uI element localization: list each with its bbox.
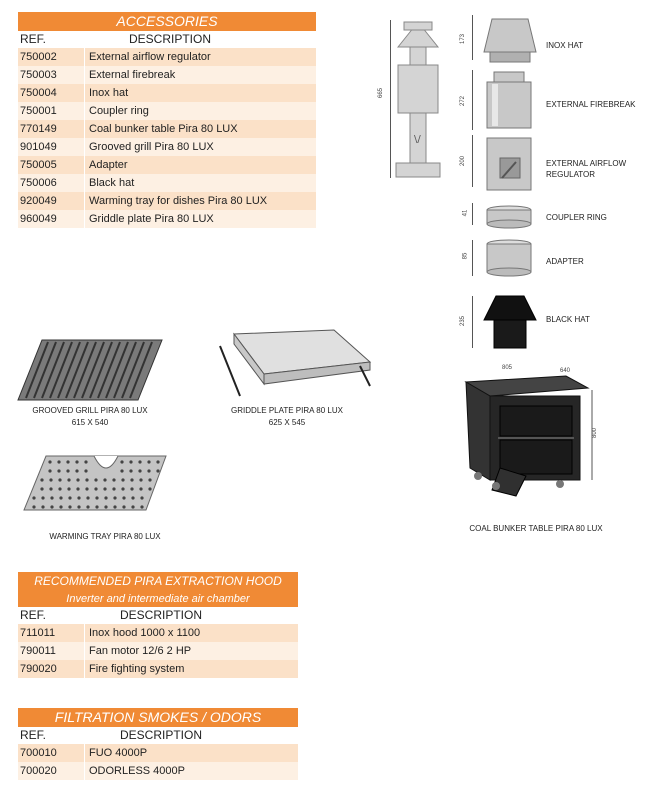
- tray-perforation: [138, 460, 141, 463]
- dim-line-airflow: [472, 135, 473, 187]
- tray-perforation: [148, 487, 151, 490]
- ref-header: REF.: [20, 32, 47, 46]
- total-dimension-line: [390, 20, 391, 178]
- tray-perforation: [147, 469, 150, 472]
- tray-perforation: [112, 478, 115, 481]
- accessory-description: Black hat: [89, 177, 135, 189]
- tray-perforation: [86, 505, 89, 508]
- griddle-plate-size: 625 X 545: [268, 418, 306, 427]
- tray-perforation: [104, 505, 107, 508]
- hood-row: [18, 660, 298, 678]
- tray-perforation: [139, 478, 142, 481]
- griddle-plate-image: [214, 326, 374, 402]
- tray-perforation: [139, 487, 142, 490]
- tray-perforation: [140, 496, 143, 499]
- tray-perforation: [140, 505, 143, 508]
- accessory-row: [18, 66, 316, 84]
- bunker-width-dim: 805: [502, 365, 513, 371]
- dim-line-adapter: [472, 240, 473, 276]
- coal-bunker-table-image: [456, 372, 599, 500]
- filtration-header: [18, 727, 298, 744]
- tray-perforation: [66, 469, 69, 472]
- tray-perforation: [59, 496, 62, 499]
- tray-perforation: [85, 478, 88, 481]
- hood-title: RECOMMENDED PIRA EXTRACTION HOOD: [18, 572, 298, 591]
- tray-perforation: [68, 505, 71, 508]
- black-hat-image: [482, 292, 538, 352]
- tray-perforation: [40, 478, 43, 481]
- tray-perforation: [50, 496, 53, 499]
- accessory-row: [18, 210, 316, 228]
- dim-line-firebreak: [472, 70, 473, 130]
- tray-perforation: [67, 478, 70, 481]
- hood-ref: 790011: [18, 642, 85, 660]
- accessory-ref: 960049: [18, 210, 85, 228]
- accessory-ref: 750004: [18, 84, 85, 102]
- svg-text:\/: \/: [414, 134, 421, 145]
- tray-perforation: [129, 460, 132, 463]
- tray-perforation: [77, 505, 80, 508]
- dim-line-coupler: [472, 203, 473, 225]
- tray-perforation: [138, 469, 141, 472]
- black-hat-label: BLACK HAT: [546, 315, 590, 324]
- accessory-ref: 920049: [18, 192, 85, 210]
- tray-perforation: [130, 487, 133, 490]
- hood-subtitle: Inverter and intermediate air chamber: [18, 591, 298, 607]
- accessory-row: [18, 192, 316, 210]
- tray-perforation: [130, 478, 133, 481]
- dim-coupler: 41: [462, 209, 469, 217]
- hood-ref: 790020: [18, 660, 85, 678]
- accessory-description: Griddle plate Pira 80 LUX: [89, 213, 214, 225]
- tray-perforation: [113, 496, 116, 499]
- tray-perforation: [48, 460, 51, 463]
- tray-perforation: [95, 505, 98, 508]
- tray-perforation: [57, 460, 60, 463]
- hood-row: [18, 624, 298, 642]
- tray-perforation: [122, 496, 125, 499]
- warming-tray-caption: WARMING TRAY PIRA 80 LUX: [49, 532, 161, 541]
- tray-perforation: [86, 496, 89, 499]
- hood-header: [18, 607, 298, 624]
- tray-perforation: [95, 496, 98, 499]
- airflow-regulator-label-text: EXTERNAL AIRFLOW REGULATOR: [546, 159, 627, 179]
- accessory-description: Coupler ring: [89, 105, 149, 117]
- tray-perforation: [156, 469, 159, 472]
- hood-description: Inox hood 1000 x 1100: [89, 627, 201, 639]
- tray-perforation: [112, 487, 115, 490]
- hood-description-header: DESCRIPTION: [119, 608, 202, 622]
- accessory-description: Coal bunker table Pira 80 LUX: [89, 123, 238, 135]
- inox-hat-label: INOX HAT: [546, 41, 584, 50]
- tray-perforation: [147, 460, 150, 463]
- external-firebreak-label: EXTERNAL FIREBREAK: [546, 100, 636, 109]
- hood-table: [18, 572, 298, 678]
- accessory-description: Inox hat: [89, 87, 129, 99]
- accessory-ref: 901049: [18, 138, 85, 156]
- tray-perforation: [58, 478, 61, 481]
- filtration-ref-header: REF.: [20, 728, 47, 742]
- grooved-grill-image: [14, 334, 164, 406]
- tray-perforation: [48, 469, 51, 472]
- tray-perforation: [41, 496, 44, 499]
- grooved-grill-caption: GROOVED GRILL PIRA 80 LUX: [32, 406, 148, 415]
- accessory-row: [18, 138, 316, 156]
- tray-perforation: [94, 478, 97, 481]
- accessory-ref: 770149: [18, 120, 85, 138]
- accessory-row: [18, 102, 316, 120]
- inox-hat-image: [482, 14, 538, 64]
- coupler-ring-image: [484, 204, 534, 230]
- external-firebreak-image: [484, 70, 534, 132]
- filtration-description-header: DESCRIPTION: [119, 728, 202, 742]
- accessory-description: Warming tray for dishes Pira 80 LUX: [89, 195, 268, 207]
- accessory-description: Grooved grill Pira 80 LUX: [89, 141, 214, 153]
- description-header: DESCRIPTION: [128, 32, 211, 46]
- dim-line-black-hat: [472, 296, 473, 348]
- tray-perforation: [41, 505, 44, 508]
- filtration-row: [18, 744, 298, 762]
- tray-perforation: [59, 505, 62, 508]
- filtration-ref: 700020: [18, 762, 85, 780]
- tray-perforation: [120, 469, 123, 472]
- accessory-description: External airflow regulator: [89, 51, 211, 63]
- tray-perforation: [103, 487, 106, 490]
- filtration-title: FILTRATION SMOKES / ODORS: [18, 708, 298, 727]
- tray-perforation: [84, 469, 87, 472]
- accessory-row: [18, 48, 316, 66]
- tray-perforation: [75, 469, 78, 472]
- hood-ref: 711011: [18, 624, 85, 642]
- accessories-table: [18, 12, 316, 228]
- accessory-ref: 750006: [18, 174, 85, 192]
- airflow-regulator-image: [484, 134, 534, 194]
- tray-perforation: [32, 496, 35, 499]
- dim-line-inox-hat: [472, 15, 473, 60]
- adapter-image: [484, 238, 534, 278]
- tray-perforation: [68, 496, 71, 499]
- filtration-description: FUO 4000P: [89, 747, 148, 759]
- accessories-title: ACCESSORIES: [18, 12, 316, 31]
- hood-row: [18, 642, 298, 660]
- tray-perforation: [67, 487, 70, 490]
- coupler-ring-label: COUPLER RING: [546, 213, 607, 222]
- tray-perforation: [50, 505, 53, 508]
- tray-perforation: [131, 496, 134, 499]
- warming-tray-image: [16, 446, 176, 522]
- tray-perforation: [84, 460, 87, 463]
- hood-ref-header: REF.: [20, 608, 47, 622]
- dim-black-hat: 235: [460, 315, 467, 327]
- adapter-label: ADAPTER: [546, 257, 584, 266]
- hood-description: Fire fighting system: [89, 663, 185, 675]
- filtration-ref: 700010: [18, 744, 85, 762]
- hood-description: Fan motor 12/6 2 HP: [89, 645, 192, 657]
- accessory-description: External firebreak: [89, 69, 176, 81]
- accessory-description: Adapter: [89, 159, 128, 171]
- tray-perforation: [66, 460, 69, 463]
- tray-perforation: [129, 469, 132, 472]
- tray-perforation: [49, 487, 52, 490]
- dim-airflow: 200: [460, 155, 467, 167]
- accessory-row: [18, 84, 316, 102]
- tray-perforation: [121, 487, 124, 490]
- dim-adapter: 85: [462, 252, 469, 260]
- tray-perforation: [49, 478, 52, 481]
- tray-perforation: [121, 478, 124, 481]
- filtration-table: [18, 708, 298, 780]
- tray-perforation: [104, 496, 107, 499]
- tray-perforation: [148, 478, 151, 481]
- tray-perforation: [156, 460, 159, 463]
- tray-perforation: [76, 487, 79, 490]
- tray-perforation: [122, 505, 125, 508]
- accessory-ref: 750002: [18, 48, 85, 66]
- tray-perforation: [120, 460, 123, 463]
- tray-perforation: [85, 487, 88, 490]
- bunker-height-dim: 800: [592, 427, 599, 439]
- tray-perforation: [32, 505, 35, 508]
- filtration-description: ODORLESS 4000P: [89, 765, 185, 777]
- filtration-row: [18, 762, 298, 780]
- tray-perforation: [76, 478, 79, 481]
- accessory-row: [18, 120, 316, 138]
- dim-firebreak: 272: [460, 95, 467, 107]
- tray-perforation: [94, 487, 97, 490]
- tray-perforation: [75, 460, 78, 463]
- accessory-row: [18, 174, 316, 192]
- accessory-ref: 750003: [18, 66, 85, 84]
- tray-perforation: [103, 478, 106, 481]
- tray-perforation: [40, 487, 43, 490]
- tray-perforation: [57, 469, 60, 472]
- tray-perforation: [131, 505, 134, 508]
- tray-perforation: [58, 487, 61, 490]
- griddle-plate-caption: GRIDDLE PLATE PIRA 80 LUX: [231, 406, 343, 415]
- accessory-ref: 750005: [18, 156, 85, 174]
- total-dimension-label: 665: [378, 87, 385, 99]
- tray-perforation: [77, 496, 80, 499]
- coal-bunker-table-caption: COAL BUNKER TABLE PIRA 80 LUX: [469, 524, 603, 533]
- accessories-header: [18, 31, 316, 48]
- bunker-depth-dim: 640: [560, 368, 571, 374]
- airflow-regulator-label: [546, 158, 636, 180]
- tray-perforation: [113, 505, 116, 508]
- accessory-row: [18, 156, 316, 174]
- grooved-grill-size: 615 X 540: [71, 418, 109, 427]
- accessory-ref: 750001: [18, 102, 85, 120]
- dim-inox-hat: 173: [460, 33, 467, 45]
